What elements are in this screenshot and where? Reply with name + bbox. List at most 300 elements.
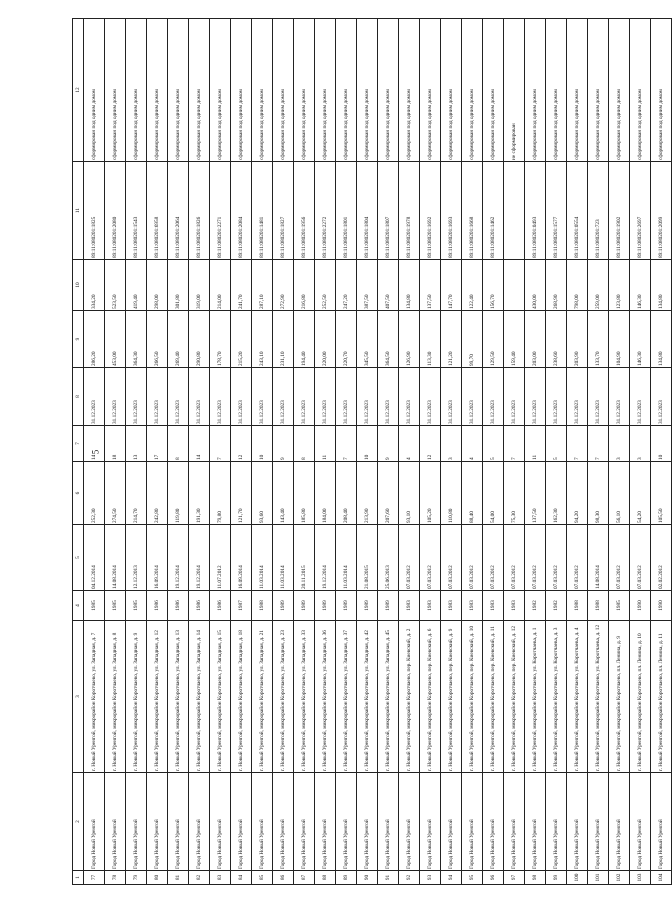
count-cell: 12 <box>231 426 252 462</box>
count-cell: 14 <box>84 426 105 462</box>
table-row <box>357 19 378 885</box>
area-cell: 213,90 <box>357 462 378 525</box>
year-cell: 1990 <box>630 591 651 621</box>
deadline-cell: 31.12.2023 <box>189 368 210 426</box>
cadastral-cell: 89:11:080201:723 <box>588 162 609 260</box>
count-cell: 7 <box>567 426 588 462</box>
area-cell: 220,00 <box>315 311 336 368</box>
area-cell: 79,80 <box>210 462 231 525</box>
address-cell: г. Новый Уренгой, микрорайон Коротчаево, ул. Западная, д. 18 <box>231 621 252 773</box>
cadastral-cell: 89:11:080201:1978 <box>399 162 420 260</box>
municipality-cell: Город Новый Уренгой <box>483 773 504 871</box>
date-cell: 20.11.2015 <box>294 525 315 591</box>
table-row <box>252 19 273 885</box>
municipality-cell: Город Новый Уренгой <box>252 773 273 871</box>
area-cell: 54,00 <box>483 462 504 525</box>
cadastral-cell: 89:11:080201:1825 <box>84 162 105 260</box>
table-row <box>483 19 504 885</box>
row-number-cell: 103 <box>630 871 651 885</box>
table-row <box>546 19 567 885</box>
year-cell: 1986 <box>168 591 189 621</box>
column-header: 7 <box>73 426 84 462</box>
area-cell: 98,30 <box>588 462 609 525</box>
count-cell: 11 <box>525 426 546 462</box>
address-cell: г. Новый Уренгой, микрорайон Коротчаево, ул. Западная, д. 9 <box>126 621 147 773</box>
deadline-cell: 31.12.2023 <box>525 368 546 426</box>
year-cell: 1989 <box>294 591 315 621</box>
municipality-cell: Город Новый Уренгой <box>609 773 630 871</box>
year-cell: 1988 <box>252 591 273 621</box>
date-cell: 25.06.2013 <box>378 525 399 591</box>
status-cell: сформирован под одним домом <box>651 19 672 162</box>
status-cell: сформирован под одним домом <box>168 19 189 162</box>
column-header: 6 <box>73 462 84 525</box>
row-number-cell: 77 <box>84 871 105 885</box>
row-number-cell: 91 <box>378 871 399 885</box>
date-cell: 19.12.2014 <box>168 525 189 591</box>
area-cell: 215,20 <box>231 311 252 368</box>
status-cell: сформирован под одним домом <box>525 19 546 162</box>
municipality-cell: Город Новый Уренгой <box>651 773 672 871</box>
count-cell: 10 <box>651 426 672 462</box>
table-row <box>231 19 252 885</box>
area-cell: 123,80 <box>609 260 630 311</box>
municipality-cell: Город Новый Уренгой <box>105 773 126 871</box>
address-cell: г. Новый Уренгой, микрорайон Коротчаево, пер. Киевский, д. 6 <box>420 621 441 773</box>
count-cell: 3 <box>630 426 651 462</box>
address-cell: г. Новый Уренгой, микрорайон Коротчаево, пл. Ленина, д. 11 <box>651 621 672 773</box>
area-cell: 242,80 <box>147 462 168 525</box>
count-cell: 5 <box>483 426 504 462</box>
date-cell: 04.12.2014 <box>84 525 105 591</box>
area-cell: 137,50 <box>525 462 546 525</box>
address-cell: г. Новый Уренгой, микрорайон Коротчаево, пер. Киевский, д. 11 <box>483 621 504 773</box>
deadline-cell: 31.12.2023 <box>567 368 588 426</box>
area-cell: 146,30 <box>630 311 651 368</box>
address-cell: г. Новый Уренгой, микрорайон Коротчаево, ул. Западная, д. 36 <box>315 621 336 773</box>
area-cell: 214,00 <box>210 260 231 311</box>
status-cell: сформирован под одним домом <box>420 19 441 162</box>
area-cell: 137,50 <box>420 260 441 311</box>
area-cell: 214,70 <box>126 462 147 525</box>
count-cell: 8 <box>294 426 315 462</box>
row-number-cell: 104 <box>651 871 672 885</box>
area-cell: 133,70 <box>588 311 609 368</box>
address-cell: г. Новый Уренгой, микрорайон Коротчаево, пер. Киевский, д. 10 <box>462 621 483 773</box>
area-cell: 364,50 <box>378 311 399 368</box>
row-number-cell: 94 <box>441 871 462 885</box>
count-cell: 4 <box>399 426 420 462</box>
date-cell: 02.02.2012 <box>651 525 672 591</box>
area-cell: 121,70 <box>231 462 252 525</box>
area-cell: 269,40 <box>168 311 189 368</box>
count-cell: 7 <box>210 426 231 462</box>
address-cell: г. Новый Уренгой, микрорайон Коротчаево, ул. Западная, д. 7 <box>84 621 105 773</box>
municipality-cell: Город Новый Уренгой <box>210 773 231 871</box>
table-row <box>147 19 168 885</box>
area-cell: 203,90 <box>567 311 588 368</box>
table-body <box>84 19 672 885</box>
year-cell: 1989 <box>273 591 294 621</box>
area-cell: 345,50 <box>357 311 378 368</box>
cadastral-cell: 89:11:080201:1693 <box>441 162 462 260</box>
year-cell: 1983 <box>462 591 483 621</box>
address-cell: г. Новый Уренгой, микрорайон Коротчаево, ул. Западная, д. 33 <box>294 621 315 773</box>
municipality-cell: Город Новый Уренгой <box>126 773 147 871</box>
area-cell: 93,60 <box>252 462 273 525</box>
area-cell: 243,10 <box>252 311 273 368</box>
count-cell: 10 <box>357 426 378 462</box>
status-cell: сформирован под одним домом <box>210 19 231 162</box>
deadline-cell: 31.12.2023 <box>84 368 105 426</box>
count-cell: 13 <box>126 426 147 462</box>
municipality-cell: Город Новый Уренгой <box>441 773 462 871</box>
address-cell: г. Новый Уренгой, микрорайон Коротчаево, ул. Западная, д. 12 <box>147 621 168 773</box>
area-cell: 122,40 <box>462 260 483 311</box>
date-cell: 11.03.2014 <box>273 525 294 591</box>
row-number-cell: 86 <box>273 871 294 885</box>
count-cell: 17 <box>147 426 168 462</box>
area-cell: 266,50 <box>147 311 168 368</box>
cadastral-cell: 89:11:080201:2099 <box>651 162 672 260</box>
deadline-cell: 31.12.2023 <box>126 368 147 426</box>
year-cell: 1988 <box>588 591 609 621</box>
year-cell: 1982 <box>525 591 546 621</box>
area-cell: 419,40 <box>126 260 147 311</box>
deadline-cell: 31.12.2023 <box>294 368 315 426</box>
cadastral-cell: 89:11:080201:1577 <box>546 162 567 260</box>
count-cell: 12 <box>420 426 441 462</box>
area-cell: 159,40 <box>504 311 525 368</box>
year-cell: 1983 <box>420 591 441 621</box>
area-cell: 88,40 <box>462 462 483 525</box>
cadastral-cell: 89:11:080201:1668 <box>462 162 483 260</box>
cadastral-cell: 89:11:080201:1956 <box>294 162 315 260</box>
status-cell: сформирован под одним домом <box>609 19 630 162</box>
area-cell: 259,00 <box>588 260 609 311</box>
page-number: 5 <box>90 449 101 455</box>
area-cell: 287,10 <box>252 260 273 311</box>
deadline-cell: 31.12.2023 <box>147 368 168 426</box>
municipality-cell: Город Новый Уренгой <box>588 773 609 871</box>
count-cell: 9 <box>273 426 294 462</box>
date-cell: 11.03.2014 <box>252 525 273 591</box>
area-cell: 147,70 <box>441 260 462 311</box>
year-cell: 1983 <box>504 591 525 621</box>
row-number-cell: 89 <box>336 871 357 885</box>
area-cell: 334,20 <box>84 260 105 311</box>
table-row <box>168 19 189 885</box>
date-cell: 07.03.2012 <box>630 525 651 591</box>
area-cell: 75,30 <box>504 462 525 525</box>
deadline-cell: 31.12.2023 <box>483 368 504 426</box>
cadastral-cell: 89:11:080201:2697 <box>630 162 651 260</box>
area-cell: 105,20 <box>420 462 441 525</box>
cadastral-cell: 89:11:080201:2272 <box>315 162 336 260</box>
municipality-cell: Город Новый Уренгой <box>231 773 252 871</box>
row-number-cell: 97 <box>504 871 525 885</box>
cadastral-cell: 89:11:080201:1807 <box>378 162 399 260</box>
table-row <box>378 19 399 885</box>
deadline-cell: 31.12.2023 <box>651 368 672 426</box>
address-cell: г. Новый Уренгой, микрорайон Коротчаево, пер. Киевский, д. 2 <box>399 621 420 773</box>
cadastral-cell: 89:11:080201:6958 <box>147 162 168 260</box>
deadline-cell: 31.12.2023 <box>252 368 273 426</box>
area-cell: 252,50 <box>315 260 336 311</box>
table-row <box>315 19 336 885</box>
cadastral-cell: 89:11:080201:0493 <box>525 162 546 260</box>
date-cell: 11.03.2014 <box>336 525 357 591</box>
area-cell: 162,30 <box>546 462 567 525</box>
area-cell: 191,30 <box>189 462 210 525</box>
cadastral-cell: 89:11:080201:1827 <box>273 162 294 260</box>
address-cell: г. Новый Уренгой, микрорайон Коротчаево, пл. Ленина, д. 10 <box>630 621 651 773</box>
cadastral-cell: 89:11:080201:1481 <box>252 162 273 260</box>
date-cell: 12.12.2013 <box>126 525 147 591</box>
column-header: 11 <box>73 162 84 260</box>
address-cell: г. Новый Уренгой, микрорайон Коротчаево, ул. Западная, д. 8 <box>105 621 126 773</box>
cadastral-cell: 89:11:080201:2271 <box>210 162 231 260</box>
area-cell: 286,20 <box>84 311 105 368</box>
row-number-cell: 87 <box>294 871 315 885</box>
housing-registry-table <box>72 18 672 885</box>
area-cell: 301,80 <box>168 260 189 311</box>
status-cell: сформирован под одним домом <box>231 19 252 162</box>
municipality-cell: Город Новый Уренгой <box>420 773 441 871</box>
area-cell: 185,80 <box>294 462 315 525</box>
municipality-cell: Город Новый Уренгой <box>273 773 294 871</box>
date-cell: 16.09.2014 <box>147 525 168 591</box>
area-cell: 126,90 <box>399 311 420 368</box>
row-number-cell: 84 <box>231 871 252 885</box>
municipality-cell: Город Новый Уренгой <box>168 773 189 871</box>
address-cell: г. Новый Уренгой, микрорайон Коротчаево, ул. Западная, д. 13 <box>168 621 189 773</box>
deadline-cell: 31.12.2023 <box>273 368 294 426</box>
deadline-cell: 31.12.2023 <box>168 368 189 426</box>
cadastral-cell: 89:11:080201:1804 <box>357 162 378 260</box>
area-cell: 387,50 <box>357 260 378 311</box>
year-cell: 1985 <box>609 591 630 621</box>
table-row <box>567 19 588 885</box>
deadline-cell: 31.12.2023 <box>588 368 609 426</box>
area-cell: 156,70 <box>483 260 504 311</box>
count-cell: 7 <box>336 426 357 462</box>
row-number-cell: 96 <box>483 871 504 885</box>
cadastral-cell: 89:11:080201:1692 <box>420 162 441 260</box>
area-cell <box>504 260 525 311</box>
date-cell: 07.03.2012 <box>483 525 504 591</box>
status-cell: сформирован под одним домом <box>105 19 126 162</box>
area-cell: 252,30 <box>84 462 105 525</box>
cadastral-cell: 89:11:080201:0554 <box>567 162 588 260</box>
address-cell: г. Новый Уренгой, микрорайон Коротчаево, ул. Западная, д. 45 <box>378 621 399 773</box>
status-cell: сформирован под одним домом <box>462 19 483 162</box>
address-cell: г. Новый Уренгой, микрорайон Коротчаево, ул. Коротчаева, д. 3 <box>546 621 567 773</box>
address-cell: г. Новый Уренгой, микрорайон Коротчаево, пл. Ленина, д. 9 <box>609 621 630 773</box>
year-cell: 1989 <box>336 591 357 621</box>
deadline-cell: 31.12.2023 <box>231 368 252 426</box>
table-row <box>588 19 609 885</box>
area-cell: 146,30 <box>630 260 651 311</box>
area-cell: 274,50 <box>105 462 126 525</box>
municipality-cell: Город Новый Уренгой <box>294 773 315 871</box>
municipality-cell: Город Новый Уренгой <box>399 773 420 871</box>
deadline-cell: 31.12.2023 <box>441 368 462 426</box>
municipality-cell: Город Новый Уренгой <box>315 773 336 871</box>
table-row <box>189 19 210 885</box>
status-cell: сформирован под одним домом <box>546 19 567 162</box>
row-number-cell: 78 <box>105 871 126 885</box>
area-cell: 99,70 <box>462 311 483 368</box>
year-cell: 1986 <box>147 591 168 621</box>
area-cell: 231,10 <box>273 311 294 368</box>
area-cell: 272,90 <box>273 260 294 311</box>
column-header: 8 <box>73 368 84 426</box>
date-cell: 07.03.2012 <box>609 525 630 591</box>
address-cell: г. Новый Уренгой, микрорайон Коротчаево, ул. Коротчаева, д. 4 <box>567 621 588 773</box>
column-number-row <box>73 19 84 885</box>
municipality-cell: Город Новый Уренгой <box>336 773 357 871</box>
area-cell: 54,20 <box>630 462 651 525</box>
deadline-cell: 31.12.2023 <box>315 368 336 426</box>
municipality-cell: Город Новый Уренгой <box>525 773 546 871</box>
deadline-cell: 31.12.2023 <box>420 368 441 426</box>
status-cell: сформирован под одним домом <box>294 19 315 162</box>
area-cell: 407,50 <box>378 260 399 311</box>
area-cell: 247,20 <box>336 260 357 311</box>
deadline-cell: 31.12.2023 <box>210 368 231 426</box>
status-cell: сформирован под одним домом <box>357 19 378 162</box>
area-cell: 119,80 <box>168 462 189 525</box>
cadastral-cell: 89:11:080201:2064 <box>168 162 189 260</box>
count-cell: 3 <box>441 426 462 462</box>
area-cell: 268,90 <box>546 260 567 311</box>
deadline-cell: 31.12.2023 <box>399 368 420 426</box>
area-cell: 143,40 <box>273 462 294 525</box>
municipality-cell: Город Новый Уренгой <box>147 773 168 871</box>
area-cell: 104,90 <box>609 311 630 368</box>
status-cell: сформирован под одним домом <box>189 19 210 162</box>
column-header: 10 <box>73 260 84 311</box>
date-cell: 19.12.2014 <box>315 525 336 591</box>
status-cell: сформирован под одним домом <box>336 19 357 162</box>
status-cell: сформирован под одним домом <box>630 19 651 162</box>
column-header: 4 <box>73 591 84 621</box>
date-cell: 11.07.2012 <box>210 525 231 591</box>
municipality-cell: Город Новый Уренгой <box>546 773 567 871</box>
cadastral-cell <box>504 162 525 260</box>
table-row <box>105 19 126 885</box>
row-number-cell: 92 <box>399 871 420 885</box>
count-cell: 8 <box>168 426 189 462</box>
municipality-cell: Город Новый Уренгой <box>630 773 651 871</box>
date-cell: 16.09.2014 <box>231 525 252 591</box>
date-cell: 14.08.2014 <box>105 525 126 591</box>
area-cell: 113,30 <box>420 311 441 368</box>
area-cell: 241,70 <box>231 260 252 311</box>
cadastral-cell: 89:11:080201:2084 <box>231 162 252 260</box>
row-number-cell: 82 <box>189 871 210 885</box>
count-cell: 18 <box>105 426 126 462</box>
area-cell: 110,80 <box>441 462 462 525</box>
municipality-cell: Город Новый Уренгой <box>462 773 483 871</box>
deadline-cell: 31.12.2023 <box>630 368 651 426</box>
area-cell: 203,00 <box>525 311 546 368</box>
table-row <box>420 19 441 885</box>
row-number-cell: 80 <box>147 871 168 885</box>
municipality-cell: Город Новый Уренгой <box>189 773 210 871</box>
address-cell: г. Новый Уренгой, микрорайон Коротчаево, ул. Западная, д. 15 <box>210 621 231 773</box>
deadline-cell: 31.12.2023 <box>504 368 525 426</box>
status-cell: сформирован под одним домом <box>147 19 168 162</box>
area-cell: 194,40 <box>294 311 315 368</box>
year-cell: 1985 <box>84 591 105 621</box>
date-cell: 07.03.2012 <box>399 525 420 591</box>
year-cell: 1982 <box>546 591 567 621</box>
date-cell: 14.08.2014 <box>588 525 609 591</box>
column-header: 5 <box>73 525 84 591</box>
date-cell: 07.03.2012 <box>420 525 441 591</box>
cadastral-cell: 89:11:080201:1826 <box>189 162 210 260</box>
table-row <box>294 19 315 885</box>
row-number-cell: 83 <box>210 871 231 885</box>
column-header: 1 <box>73 871 84 885</box>
area-cell: 56,10 <box>609 462 630 525</box>
area-cell: 290,80 <box>189 311 210 368</box>
row-number-cell: 102 <box>609 871 630 885</box>
deadline-cell: 31.12.2023 <box>462 368 483 426</box>
table-row <box>210 19 231 885</box>
count-cell: 5 <box>546 426 567 462</box>
date-cell: 07.03.2012 <box>525 525 546 591</box>
table-row <box>336 19 357 885</box>
table-row <box>609 19 630 885</box>
count-cell: 9 <box>378 426 399 462</box>
municipality-cell: Город Новый Уренгой <box>357 773 378 871</box>
date-cell: 21.08.2015 <box>357 525 378 591</box>
address-cell: г. Новый Уренгой, микрорайон Коротчаево, ул. Западная, д. 23 <box>273 621 294 773</box>
year-cell: 1988 <box>567 591 588 621</box>
address-cell: г. Новый Уренгой, микрорайон Коротчаево, ул. Западная, д. 37 <box>336 621 357 773</box>
count-cell: 7 <box>504 426 525 462</box>
status-cell: сформирован под одним домом <box>483 19 504 162</box>
area-cell: 319,00 <box>189 260 210 311</box>
table-row <box>525 19 546 885</box>
area-cell: 298,00 <box>147 260 168 311</box>
column-header: 12 <box>73 19 84 162</box>
row-number-cell: 101 <box>588 871 609 885</box>
address-cell: г. Новый Уренгой, микрорайон Коротчаево, ул. Западная, д. 14 <box>189 621 210 773</box>
area-cell: 105,50 <box>651 462 672 525</box>
municipality-cell: Город Новый Уренгой <box>378 773 399 871</box>
count-cell: 4 <box>462 426 483 462</box>
table-row <box>273 19 294 885</box>
area-cell: 364,30 <box>126 311 147 368</box>
area-cell: 208,40 <box>336 462 357 525</box>
area-cell: 207,60 <box>378 462 399 525</box>
row-number-cell: 98 <box>525 871 546 885</box>
rotated-page <box>72 19 664 885</box>
area-cell: 134,80 <box>651 311 672 368</box>
address-cell: г. Новый Уренгой, микрорайон Коротчаево, пер. Киевский, д. 9 <box>441 621 462 773</box>
municipality-cell: Город Новый Уренгой <box>84 773 105 871</box>
area-cell: 134,80 <box>651 260 672 311</box>
status-cell: сформирован под одним домом <box>399 19 420 162</box>
area-cell: 94,20 <box>567 462 588 525</box>
address-cell: г. Новый Уренгой, микрорайон Коротчаево, ул. Западная, д. 21 <box>252 621 273 773</box>
municipality-cell: Город Новый Уренгой <box>567 773 588 871</box>
column-header: 2 <box>73 773 84 871</box>
